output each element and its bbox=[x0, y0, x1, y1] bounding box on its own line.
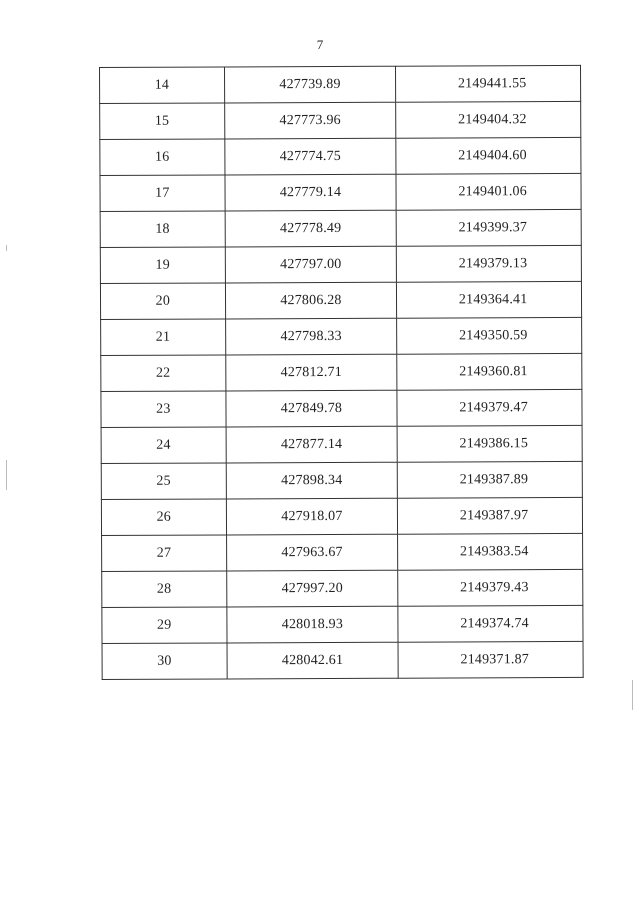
y-coordinate-cell: 2149441.55 bbox=[396, 65, 581, 102]
table-row bbox=[101, 389, 582, 427]
table-row bbox=[100, 101, 581, 139]
table-row bbox=[101, 461, 582, 499]
x-coordinate-cell: 427918.07 bbox=[226, 498, 398, 535]
point-number-cell: 24 bbox=[101, 427, 226, 464]
x-coordinate-cell: 427997.20 bbox=[226, 570, 398, 607]
table-row bbox=[101, 353, 582, 391]
y-coordinate-cell: 2149364.41 bbox=[397, 281, 582, 318]
x-coordinate-cell: 427898.34 bbox=[226, 462, 398, 499]
x-coordinate-cell: 427779.14 bbox=[225, 174, 397, 211]
x-coordinate-cell: 427806.28 bbox=[225, 282, 397, 319]
y-coordinate-cell: 2149350.59 bbox=[397, 317, 582, 354]
table-row bbox=[102, 605, 583, 643]
y-coordinate-cell: 2149371.87 bbox=[398, 641, 583, 678]
y-coordinate-cell: 2149404.32 bbox=[396, 101, 581, 138]
table-row bbox=[102, 569, 583, 607]
table-row bbox=[101, 497, 582, 535]
point-number-cell: 22 bbox=[101, 355, 226, 392]
x-coordinate-cell: 427739.89 bbox=[224, 66, 396, 103]
page-number: 7 bbox=[316, 37, 324, 52]
table-row bbox=[100, 245, 581, 283]
y-coordinate-cell: 2149383.54 bbox=[398, 533, 583, 570]
point-number-cell: 19 bbox=[100, 247, 225, 284]
point-number-cell: 16 bbox=[100, 139, 225, 176]
x-coordinate-cell: 427798.33 bbox=[225, 318, 397, 355]
table-row bbox=[101, 317, 582, 355]
y-coordinate-cell: 2149387.89 bbox=[398, 461, 583, 498]
table-row bbox=[102, 533, 583, 571]
y-coordinate-cell: 2149401.06 bbox=[396, 173, 581, 210]
x-coordinate-cell: 428042.61 bbox=[227, 642, 399, 679]
x-coordinate-cell: 428018.93 bbox=[226, 606, 398, 643]
table-row bbox=[101, 425, 582, 463]
x-coordinate-cell: 427774.75 bbox=[224, 138, 396, 175]
scan-artifact-right bbox=[632, 680, 633, 710]
point-number-cell: 14 bbox=[100, 67, 225, 104]
x-coordinate-cell: 427773.96 bbox=[224, 102, 396, 139]
y-coordinate-cell: 2149374.74 bbox=[398, 605, 583, 642]
table-row bbox=[102, 641, 583, 679]
point-number-cell: 25 bbox=[101, 463, 226, 500]
point-number-cell: 29 bbox=[102, 607, 227, 644]
y-coordinate-cell: 2149387.97 bbox=[398, 497, 583, 534]
point-number-cell: 27 bbox=[102, 535, 227, 572]
y-coordinate-cell: 2149386.15 bbox=[397, 425, 582, 462]
point-number-cell: 18 bbox=[100, 211, 225, 248]
point-number-cell: 21 bbox=[101, 319, 226, 356]
y-coordinate-cell: 2149360.81 bbox=[397, 353, 582, 390]
x-coordinate-cell: 427812.71 bbox=[225, 354, 397, 391]
table-row bbox=[100, 137, 581, 175]
y-coordinate-cell: 2149379.47 bbox=[397, 389, 582, 426]
point-number-cell: 23 bbox=[101, 391, 226, 428]
x-coordinate-cell: 427778.49 bbox=[225, 210, 397, 247]
point-number-cell: 17 bbox=[100, 175, 225, 212]
x-coordinate-cell: 427849.78 bbox=[226, 390, 398, 427]
point-number-cell: 20 bbox=[100, 283, 225, 320]
table-row bbox=[100, 65, 581, 103]
point-number-cell: 30 bbox=[102, 643, 227, 680]
x-coordinate-cell: 427877.14 bbox=[226, 426, 398, 463]
y-coordinate-cell: 2149404.60 bbox=[396, 137, 581, 174]
y-coordinate-cell: 2149379.43 bbox=[398, 569, 583, 606]
point-number-cell: 15 bbox=[100, 103, 225, 140]
table-row bbox=[100, 209, 581, 247]
coordinates-table-body bbox=[100, 65, 584, 679]
x-coordinate-cell: 427963.67 bbox=[226, 534, 398, 571]
point-number-cell: 26 bbox=[101, 499, 226, 536]
scan-artifact-left-2 bbox=[6, 460, 7, 490]
point-number-cell: 28 bbox=[102, 571, 227, 608]
table-row bbox=[100, 173, 581, 211]
x-coordinate-cell: 427797.00 bbox=[225, 246, 397, 283]
y-coordinate-cell: 2149379.13 bbox=[397, 245, 582, 282]
scan-artifact-left bbox=[6, 245, 7, 251]
coordinates-table bbox=[99, 65, 584, 680]
y-coordinate-cell: 2149399.37 bbox=[396, 209, 581, 246]
table-row bbox=[100, 281, 581, 319]
